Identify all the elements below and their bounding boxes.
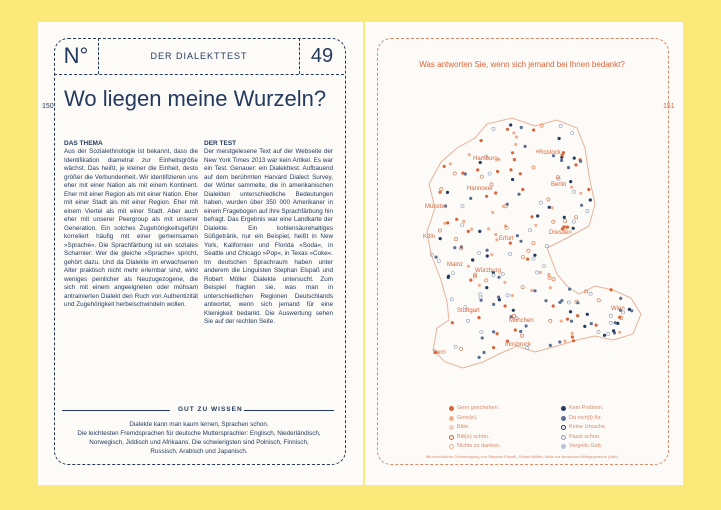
test-text: Der meistgelesene Text auf der Webseite der New York Times 2013 war kein Artikel. Es war ein Test. Genauer: ein Dialekttest. Aufbauend auf dem berühmten Harvard Dialect Survey, der Wörter sammelte, die in amerikanischen Dialekten unterschiedliche Bedeutungen haben, wurden über 350 000 Amerikaner in einem Fragebogen auf ihre Sprachfärbung hin befragt. Das Ergebnis war eine Landkarte der Dialekte. Ein kohlensäurehaltiges Süßgetränk, nur ein Beispiel, heißt in New York, Kalifornien und Florida »Soda«, in Seattle und Chicago »Pop«, in Texas »Coke«. Im deutschen Sprachraum haben unter anderem die Linguisten Stephan Elspaß und Robert Möller Dialekte untersucht. Zum Beispiel fragten sie, was man in unterschiedlichen Regionen Deutschlands antwortet, wenn sich jemand für eine Kleinigkeit bedankt. Die Auswertung sehen Sie auf der rechten Seite.	[204, 148, 333, 325]
map-dot	[454, 238, 457, 241]
map-dot	[568, 288, 571, 291]
map-dot	[509, 168, 512, 171]
map-dot	[603, 334, 606, 337]
city-label: Wien	[611, 306, 625, 312]
map-dot	[519, 330, 522, 333]
map-dot	[501, 273, 504, 276]
legend-item	[449, 404, 501, 414]
map-dot	[579, 192, 582, 195]
map-dot	[494, 191, 497, 194]
map-dot	[485, 195, 488, 198]
map-dot	[571, 132, 574, 135]
city-label: München	[509, 318, 534, 324]
map-dot	[532, 128, 535, 131]
city-label: Berlin	[551, 182, 567, 188]
map-dot	[486, 249, 489, 252]
map-dot	[542, 265, 545, 268]
map-dot	[566, 318, 569, 321]
map-dot	[485, 279, 488, 282]
map-dot	[570, 186, 573, 189]
legend-item	[449, 423, 501, 433]
map-dot	[480, 175, 483, 178]
legend-dot	[561, 425, 566, 430]
map-dot	[519, 240, 522, 243]
legend-label: Gern geschehen.	[457, 405, 500, 411]
map-dot	[597, 299, 600, 302]
map-dot	[560, 159, 563, 162]
wissen-text	[68, 420, 330, 456]
map-dot	[563, 216, 566, 219]
map-dot	[572, 227, 575, 230]
map-dot	[549, 319, 552, 322]
map-dot	[549, 344, 552, 347]
map-dot	[511, 178, 514, 181]
map-dot	[618, 331, 621, 334]
map-dot	[533, 254, 536, 257]
map-dot	[439, 191, 442, 194]
map-dot	[573, 157, 576, 160]
map-dot	[551, 206, 554, 209]
map-dot	[539, 201, 542, 204]
legend-label: Nichts zu danken.	[457, 443, 501, 449]
map-dot	[453, 246, 456, 249]
wissen-heading: GUT ZU WISSEN	[178, 406, 243, 413]
map-dot	[479, 296, 482, 299]
legend-item	[561, 404, 607, 414]
city-label: Stuttgart	[457, 308, 480, 314]
map-dot	[559, 124, 562, 127]
map-dot	[479, 293, 482, 296]
map-dot	[482, 351, 485, 354]
map-dot	[506, 294, 509, 297]
legend-dot	[449, 406, 454, 411]
page-number-left: 150	[42, 103, 54, 110]
map-dot	[490, 253, 493, 256]
wissen-line: Dialekte kann man kaum lernen, Sprachen schon.	[129, 421, 269, 428]
legend-dot	[449, 435, 454, 440]
map-dot	[589, 292, 592, 295]
map-dot	[462, 220, 465, 223]
map-dot	[502, 205, 505, 208]
page-number-right: 151	[663, 103, 675, 110]
map-dot	[467, 230, 470, 233]
map-dot	[509, 252, 512, 255]
map-dot	[610, 288, 613, 291]
left-page	[38, 22, 363, 485]
map-dot	[560, 320, 563, 323]
map-dot	[437, 260, 440, 263]
map-dot	[572, 339, 575, 342]
map-dot	[590, 322, 593, 325]
map-dot	[609, 321, 612, 324]
map-dot	[511, 294, 514, 297]
map-dot	[447, 276, 450, 279]
map-dot	[569, 310, 572, 313]
map-dot	[521, 256, 524, 259]
legend-label: Kein Problem.	[569, 405, 604, 411]
legend-dot	[561, 406, 566, 411]
map-dot	[459, 347, 462, 350]
map-dot	[487, 227, 490, 230]
map-dot	[461, 172, 464, 175]
article-number: 49	[299, 38, 344, 74]
map-dot	[504, 304, 507, 307]
map-dot	[435, 256, 438, 259]
header-bar	[54, 38, 344, 75]
map-dot	[558, 137, 561, 140]
map-dot	[492, 303, 495, 306]
map-dot	[618, 316, 621, 319]
city-label: Dresden	[549, 230, 572, 236]
map-dot	[471, 258, 474, 261]
legend-item	[561, 433, 607, 443]
map-credit: Mit freundlicher Genehmigung von Stephan Elspaß, Robert Möller, Atlas zur deutschen Alltagssprache (AdA)	[425, 454, 619, 459]
map-dot	[443, 222, 446, 225]
map-dot	[503, 281, 506, 284]
map-dot	[492, 330, 495, 333]
map-dot	[532, 166, 535, 169]
page-title: Wo liegen meine Wurzeln?	[64, 86, 327, 111]
germany-outline	[427, 118, 641, 368]
map-dot	[580, 204, 583, 207]
map-dot	[446, 191, 449, 194]
map-dot	[466, 319, 469, 322]
map-dot	[469, 279, 472, 282]
map-dot	[534, 224, 537, 227]
map-dot	[468, 153, 471, 156]
map-dot	[521, 188, 524, 191]
legend-label: Keine Ursache.	[569, 424, 607, 430]
map-dot	[438, 229, 441, 232]
city-label: Hamburg	[473, 156, 498, 162]
map-dot	[488, 172, 491, 175]
map-dot	[527, 249, 530, 252]
map-dot	[619, 297, 622, 300]
wissen-line: Norwegisch, Jiddisch und Afrikaans. Die schwierigsten sind Polnisch, Finnisch,	[89, 439, 309, 446]
map-dot	[491, 211, 494, 214]
city-label: Köln	[423, 234, 436, 240]
map-dot	[526, 258, 529, 261]
map-dot	[520, 334, 523, 337]
map-dot	[563, 340, 566, 343]
map-dot	[494, 233, 497, 236]
map-dot	[467, 265, 470, 268]
map-dot	[549, 286, 552, 289]
thema-text: Aus der Sozialethnologie ist bekannt, dass die Identifikation diametral zur Einheitsgröße wächst. Das heißt, je kleiner die Einheit, desto größer die Verbundenheit. Wir identifizieren uns eher mit einer Nation als mit einem Kontinent. Eher mit einer Region als mit einer Nation. Eher mit einer Stadt als mit einer Region. Eher mit einem Viertel als mit einer Stadt. Aber auch eher mit unserer Peergroup als mit unserer Generation. Ein solches Zugehörigkeitsgefühl korreliert häufig mit einer gemeinsamen »Sprache«. Die Sprachfärbung ist ein soziales Scharnier: Wer die gleiche »Sprache« spricht, gehört dazu. Und da Dialekte im erwachsenen Alter praktisch nicht mehr erlernbar sind, wirkt weniges peinlicher als Neuzugezogene, die sich mit einem angeeigneten oder mühsam antrainierten Dialekt den Ruch von Authentizität und Zugehörigkeit herbeischwindeln wollen.	[64, 148, 198, 308]
map-dot	[449, 162, 452, 165]
legend-dot	[449, 444, 454, 449]
map-dot	[512, 131, 515, 134]
legend-item	[449, 442, 501, 452]
map-dot	[497, 276, 500, 279]
map-dot	[567, 301, 570, 304]
map-dot	[595, 324, 598, 327]
dialect-map	[417, 114, 657, 394]
city-label: Mainz	[447, 262, 464, 268]
map-dot	[558, 340, 561, 343]
legend-dot	[449, 425, 454, 430]
map-dot	[609, 314, 612, 317]
map-dot	[579, 160, 582, 163]
map-dot	[478, 356, 481, 359]
legend-dot	[561, 416, 566, 421]
map-dot	[630, 309, 633, 312]
map-dot	[586, 209, 589, 212]
map-dot	[572, 220, 575, 223]
legend-label: Vergelts Gott.	[569, 443, 603, 449]
legend-right	[561, 404, 607, 452]
map-dot	[597, 330, 600, 333]
legend-left	[449, 404, 501, 452]
map-dot	[569, 180, 572, 183]
map-dot	[552, 278, 555, 281]
map-dot	[533, 289, 536, 292]
test-heading: DER TEST	[204, 140, 237, 147]
map-dot	[576, 314, 579, 317]
map-dot	[453, 172, 456, 175]
city-label: Innsbruck	[505, 342, 532, 348]
map-dot	[570, 332, 573, 335]
map-dot	[446, 221, 449, 224]
map-dot	[525, 324, 528, 327]
map-dot	[552, 220, 555, 223]
map-dot	[485, 286, 488, 289]
map-dot	[461, 205, 464, 208]
map-dot	[517, 193, 520, 196]
map-dot	[528, 229, 531, 232]
map-dot	[530, 289, 533, 292]
map-dot	[561, 154, 564, 157]
map-dot	[451, 321, 454, 324]
legend-label: Da nich(t) für.	[569, 414, 603, 421]
map-dot	[520, 126, 523, 129]
rule-right	[244, 410, 334, 411]
map-dot	[511, 151, 514, 154]
map-dot	[486, 254, 489, 257]
map-dot	[573, 190, 576, 193]
rule-left	[62, 410, 170, 411]
map-dot	[547, 198, 550, 201]
legend-item	[561, 423, 607, 433]
legend-item	[449, 433, 501, 443]
map-dot	[440, 187, 443, 190]
legend-dot	[561, 444, 566, 449]
city-label: Münster	[425, 204, 447, 210]
map-dot	[583, 325, 586, 328]
legend-label: Bitte.	[457, 424, 470, 430]
map-dot	[480, 139, 483, 142]
map-dot	[492, 127, 495, 130]
map-dot	[519, 172, 522, 175]
map-dot	[512, 309, 515, 312]
kicker: DER DIALEKTTEST	[150, 51, 248, 61]
map-dot	[478, 251, 481, 254]
legend-item	[561, 414, 607, 424]
legend-dot	[449, 416, 454, 421]
map-dot	[470, 228, 473, 231]
map-dot	[455, 218, 458, 221]
map-dot	[544, 299, 547, 302]
wissen-line: Die leichtesten Fremdsprachen für deutsche Muttersprachler: Englisch, Niederländisch,	[77, 430, 321, 437]
city-label: Rostock	[539, 150, 561, 156]
map-dot	[514, 328, 517, 331]
map-dot	[521, 286, 524, 289]
map-dot	[477, 316, 480, 319]
legend-dot	[561, 435, 566, 440]
map-dot	[524, 145, 527, 148]
map-dot	[571, 335, 574, 338]
map-dot	[530, 215, 533, 218]
map-dot	[509, 123, 512, 126]
city-label: Erfurt	[499, 236, 514, 242]
number-sign: N°	[54, 38, 99, 74]
map-question: Was antworten Sie, wenn sich jemand bei Ihnen bedankt?	[419, 60, 625, 69]
map-dot	[439, 237, 442, 240]
map-dot	[547, 273, 550, 276]
map-dot	[480, 331, 483, 334]
map-dot	[516, 234, 519, 237]
map-dot	[496, 332, 499, 335]
legend-label: Bitt(e) schön.	[457, 433, 490, 440]
map-dot	[492, 346, 495, 349]
map-dot	[548, 206, 551, 209]
right-page	[365, 22, 683, 485]
map-dot	[558, 301, 561, 304]
map-dot	[614, 321, 617, 324]
map-dot	[587, 188, 590, 191]
map-dot	[451, 272, 454, 275]
city-label: Hannover	[467, 186, 494, 192]
map-dot	[532, 257, 535, 260]
map-dot	[552, 304, 555, 307]
map-dot	[612, 329, 615, 332]
map-dot	[461, 224, 464, 227]
map-dot	[567, 166, 570, 169]
legend-item	[561, 442, 607, 452]
map-dot	[586, 313, 589, 316]
map-dot	[454, 345, 457, 348]
legend-item	[449, 414, 501, 424]
map-dot	[536, 271, 539, 274]
map-dot	[589, 198, 592, 201]
map-dot	[450, 298, 453, 301]
legend-label: Gern(e).	[457, 414, 478, 421]
map-dot	[478, 284, 481, 287]
map-dot	[506, 128, 509, 131]
map-dot	[570, 320, 573, 323]
map-dot	[548, 276, 551, 279]
map-dot	[515, 135, 518, 138]
map-dot	[532, 242, 535, 245]
map-dot	[536, 214, 539, 217]
map-dot	[539, 271, 542, 274]
map-dot	[575, 216, 578, 219]
city-label: Bern	[433, 350, 446, 356]
wissen-line: Russisch, Arabisch und Japanisch.	[150, 448, 248, 455]
map-dot	[496, 170, 499, 173]
map-dot	[607, 332, 610, 335]
map-dot	[513, 158, 516, 161]
map-dot	[497, 296, 500, 299]
map-dot	[564, 220, 567, 223]
map-dot	[478, 230, 481, 233]
map-dot	[476, 168, 479, 171]
map-dot	[443, 165, 446, 168]
map-dot	[545, 245, 548, 248]
legend-label: Passt schon.	[569, 433, 601, 440]
thema-heading: DAS THEMA	[64, 140, 103, 147]
city-label: Würzburg	[475, 268, 502, 274]
map-dot	[481, 336, 484, 339]
map-dot	[574, 163, 577, 166]
map-dot	[514, 143, 517, 146]
map-dot	[469, 197, 472, 200]
